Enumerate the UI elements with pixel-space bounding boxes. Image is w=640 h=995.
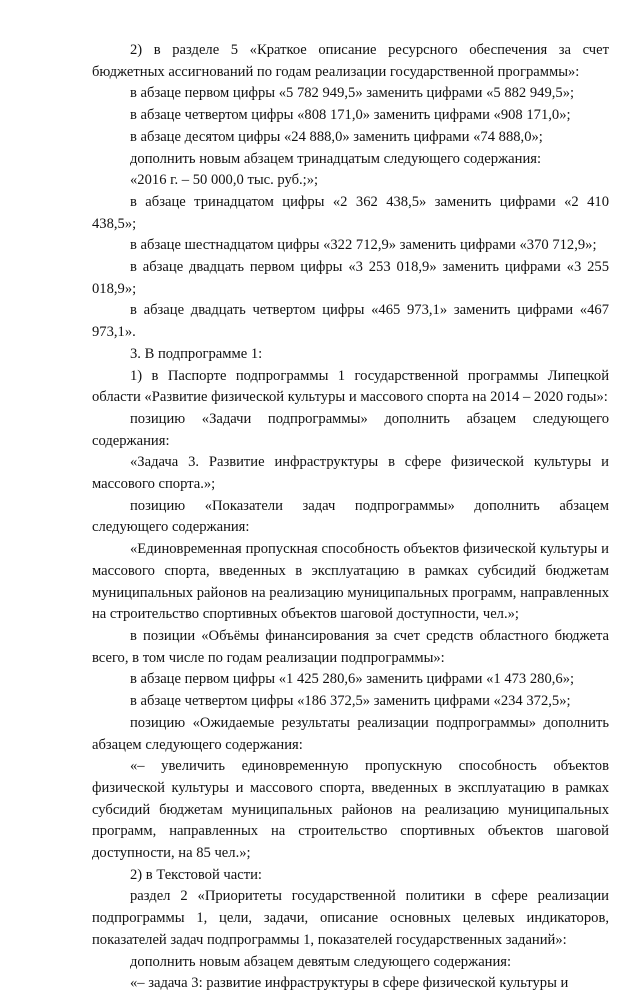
paragraph: 1) в Паспорте подпрограммы 1 государственной программы Липецкой области «Развитие физической культуры и массового спорта на 2014 – 2020 годы»: [92, 367, 609, 406]
paragraph: позицию «Задачи подпрограммы» дополнить абзацем следующего содержания: [92, 410, 609, 449]
paragraph: «Единовременная пропускная способность объектов физической культуры и массового спорта, введенных в эксплуатацию в рамках субсидий бюджетам муниципальных районов на реализацию муниципальных программ, направленных на строительство спортивных объектов шаговой доступности, чел.»; [92, 541, 609, 623]
section-heading: 3. В подпрограмме 1: [130, 345, 263, 362]
paragraph: в абзаце двадцать первом цифры «3 253 018,9» заменить цифрами «3 255 018,9»; [92, 259, 609, 297]
paragraph: в позиции «Объёмы финансирования за счет средств областного бюджета всего, в том числе по годам реализации подпрограммы»: [92, 627, 609, 666]
paragraph: «– задача 3: развитие инфраструктуры в сфере физической культуры и [130, 975, 569, 992]
paragraph: в абзаце первом цифры «1 425 280,6» заменить цифрами «1 473 280,6»; [130, 671, 575, 688]
paragraph: в абзаце четвертом цифры «808 171,0» заменить цифрами «908 171,0»; [130, 107, 571, 124]
paragraph: в абзаце шестнадцатом цифры «322 712,9» заменить цифрами «370 712,9»; [130, 237, 597, 254]
paragraph: позицию «Ожидаемые результаты реализации подпрограммы» дополнить абзацем следующего содержания: [92, 714, 609, 753]
paragraph: раздел 2 «Приоритеты государственной политики в сфере реализации подпрограммы 1, цели, задачи, описание основных целевых индикаторов, показателей задач подпрограммы 1, показателей государственных заданий»: [92, 888, 609, 948]
paragraph: в абзаце двадцать четвертом цифры «465 973,1» заменить цифрами «467 973,1». [92, 302, 609, 341]
paragraph: позицию «Показатели задач подпрограммы» дополнить абзацем следующего содержания: [92, 497, 609, 536]
paragraph: 2) в разделе 5 «Краткое описание ресурсного обеспечения за счет бюджетных ассигнований по годам реализации государственной программы»: [92, 42, 609, 80]
document-page [92, 40, 609, 995]
paragraph: дополнить новым абзацем тринадцатым следующего содержания: [130, 150, 542, 167]
paragraph: в абзаце четвертом цифры «186 372,5» заменить цифрами «234 372,5»; [130, 693, 571, 710]
paragraph: «Задача 3. Развитие инфраструктуры в сфере физической культуры и массового спорта.»; [92, 454, 609, 493]
paragraph: в абзаце тринадцатом цифры «2 362 438,5» заменить цифрами «2 410 438,5»; [92, 193, 609, 232]
paragraph: в абзаце десятом цифры «24 888,0» заменить цифрами «74 888,0»; [130, 128, 543, 145]
paragraph: 2) в Текстовой части: [130, 866, 262, 883]
paragraph: «– увеличить единовременную пропускную способность объектов физической культуры и массового спорта, введенных в эксплуатацию в рамках субсидий бюджетам муниципальных районов на реализацию муниципальных программ, направленных на строительство спортивных объектов шаговой доступности, на 85 чел.»; [92, 758, 609, 862]
paragraph: в абзаце первом цифры «5 782 949,5» заменить цифрами «5 882 949,5»; [130, 85, 575, 102]
paragraph: «2016 г. – 50 000,0 тыс. руб.;»; [130, 172, 319, 189]
paragraph: дополнить новым абзацем девятым следующего содержания: [130, 953, 512, 970]
